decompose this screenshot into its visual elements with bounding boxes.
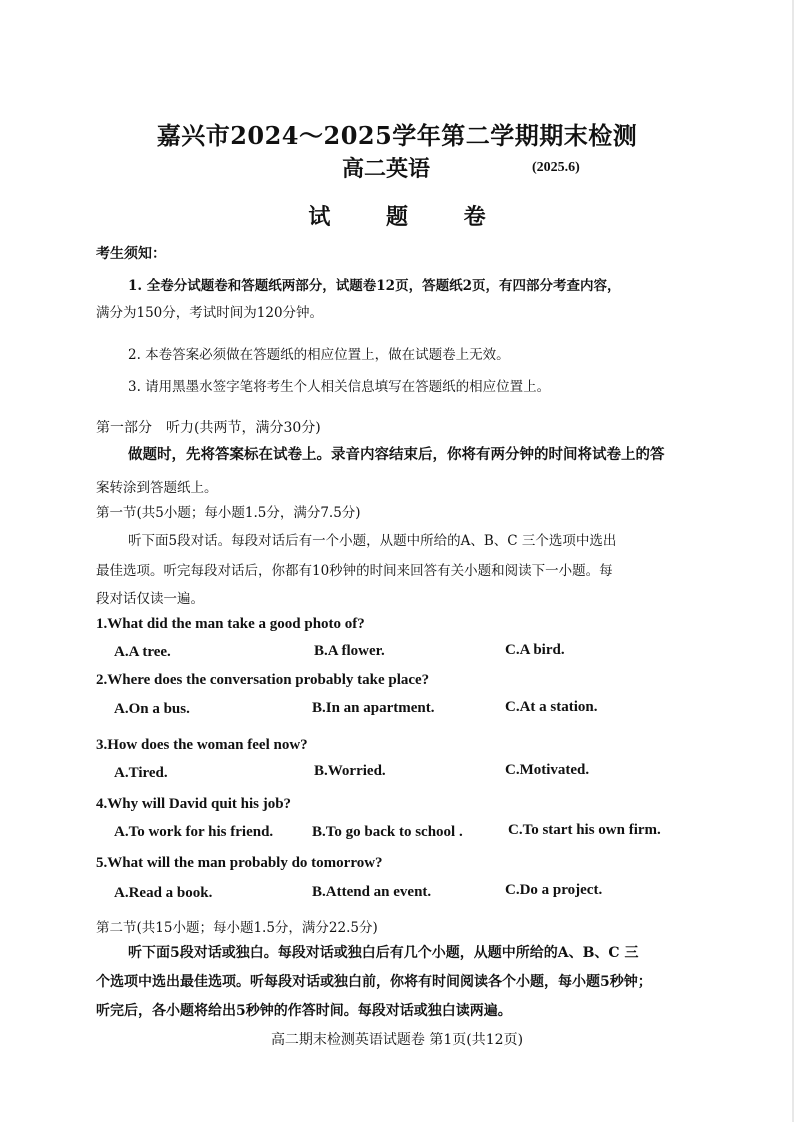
paper-label: 试 题 卷 xyxy=(308,204,510,230)
notice-item-2: 2. 本卷答案必须做在答题纸的相应位置上，做在试题卷上无效。 xyxy=(128,347,510,363)
notice-item-1-line-1: 1. 全卷分试题卷和答题纸两部分，试题卷12页，答题纸2页，有四部分考查内容， xyxy=(128,278,621,294)
subject-title: 高二英语 xyxy=(342,156,431,182)
question-5-stem: 5.What will the man probably do tomorrow? xyxy=(96,855,383,871)
section2-heading: 第二节(共15小题；每小题1.5分，满分22.5分) xyxy=(96,920,378,936)
notice-item-1-line-2: 满分为150分，考试时间为120分钟。 xyxy=(96,305,324,321)
question-4-option-a: A.To work for his friend. xyxy=(114,824,274,840)
question-5-option-b: B.Attend an event. xyxy=(312,884,432,900)
section1-instruction-line-1: 听下面5段对话。每段对话后有一个小题，从题中所给的A、B、C 三个选项中选出 xyxy=(128,533,617,549)
question-2-option-c: C.At a station. xyxy=(505,699,598,715)
question-1-option-a: A.A tree. xyxy=(114,644,171,660)
question-1-stem: 1.What did the man take a good photo of? xyxy=(96,616,365,632)
question-4-option-c: C.To start his own firm. xyxy=(508,822,661,838)
notice-item-3: 3. 请用黑墨水签字笔将考生个人相关信息填写在答题纸的相应位置上。 xyxy=(128,379,551,395)
question-3-option-c: C.Motivated. xyxy=(505,762,590,778)
question-1-option-b: B.A flower. xyxy=(314,643,385,659)
part1-instruction-line-2: 案转涂到答题纸上。 xyxy=(96,480,218,496)
notice-heading: 考生须知： xyxy=(96,246,166,262)
section1-heading: 第一节(共5小题；每小题1.5分，满分7.5分) xyxy=(96,505,361,521)
question-5-option-c: C.Do a project. xyxy=(505,882,603,898)
question-3-stem: 3.How does the woman feel now? xyxy=(96,737,308,753)
question-2-option-a: A.On a bus. xyxy=(114,701,190,717)
question-2-option-b: B.In an apartment. xyxy=(312,700,435,716)
section1-instruction-line-3: 段对话仅读一遍。 xyxy=(96,591,204,607)
exam-title: 嘉兴市2024～2025学年第二学期期末检测 xyxy=(156,121,638,150)
question-4-stem: 4.Why will David quit his job? xyxy=(96,796,292,812)
exam-date: (2025.6) xyxy=(532,160,580,175)
section2-instruction-line-3: 听完后，各小题将给出5秒钟的作答时间。每段对话或独白读两遍。 xyxy=(96,1003,512,1019)
part1-heading: 第一部分 听力(共两节，满分30分) xyxy=(96,420,321,436)
question-5-option-a: A.Read a book. xyxy=(114,885,213,901)
section1-instruction-line-2: 最佳选项。听完每段对话后，你都有10秒钟的时间来回答有关小题和阅读下一小题。每 xyxy=(96,563,613,579)
question-2-stem: 2.Where does the conversation probably take place? xyxy=(96,672,430,688)
question-4-option-b: B.To go back to school . xyxy=(312,824,463,840)
part1-instruction-line-1: 做题时，先将答案标在试卷上。录音内容结束后，你将有两分钟的时间将试卷上的答 xyxy=(128,446,665,463)
section2-instruction-line-2: 个选项中选出最佳选项。听每段对话或独白前，你将有时间阅读各个小题，每小题5秒钟； xyxy=(96,974,652,990)
page-footer: 高二期末检测英语试题卷 第1页(共12页) xyxy=(270,1032,524,1048)
question-3-option-a: A.Tired. xyxy=(114,765,168,781)
question-3-option-b: B.Worried. xyxy=(314,763,386,779)
section2-instruction-line-1: 听下面5段对话或独白。每段对话或独白后有几个小题，从题中所给的A、B、C 三 xyxy=(128,945,639,961)
question-1-option-c: C.A bird. xyxy=(505,642,565,658)
